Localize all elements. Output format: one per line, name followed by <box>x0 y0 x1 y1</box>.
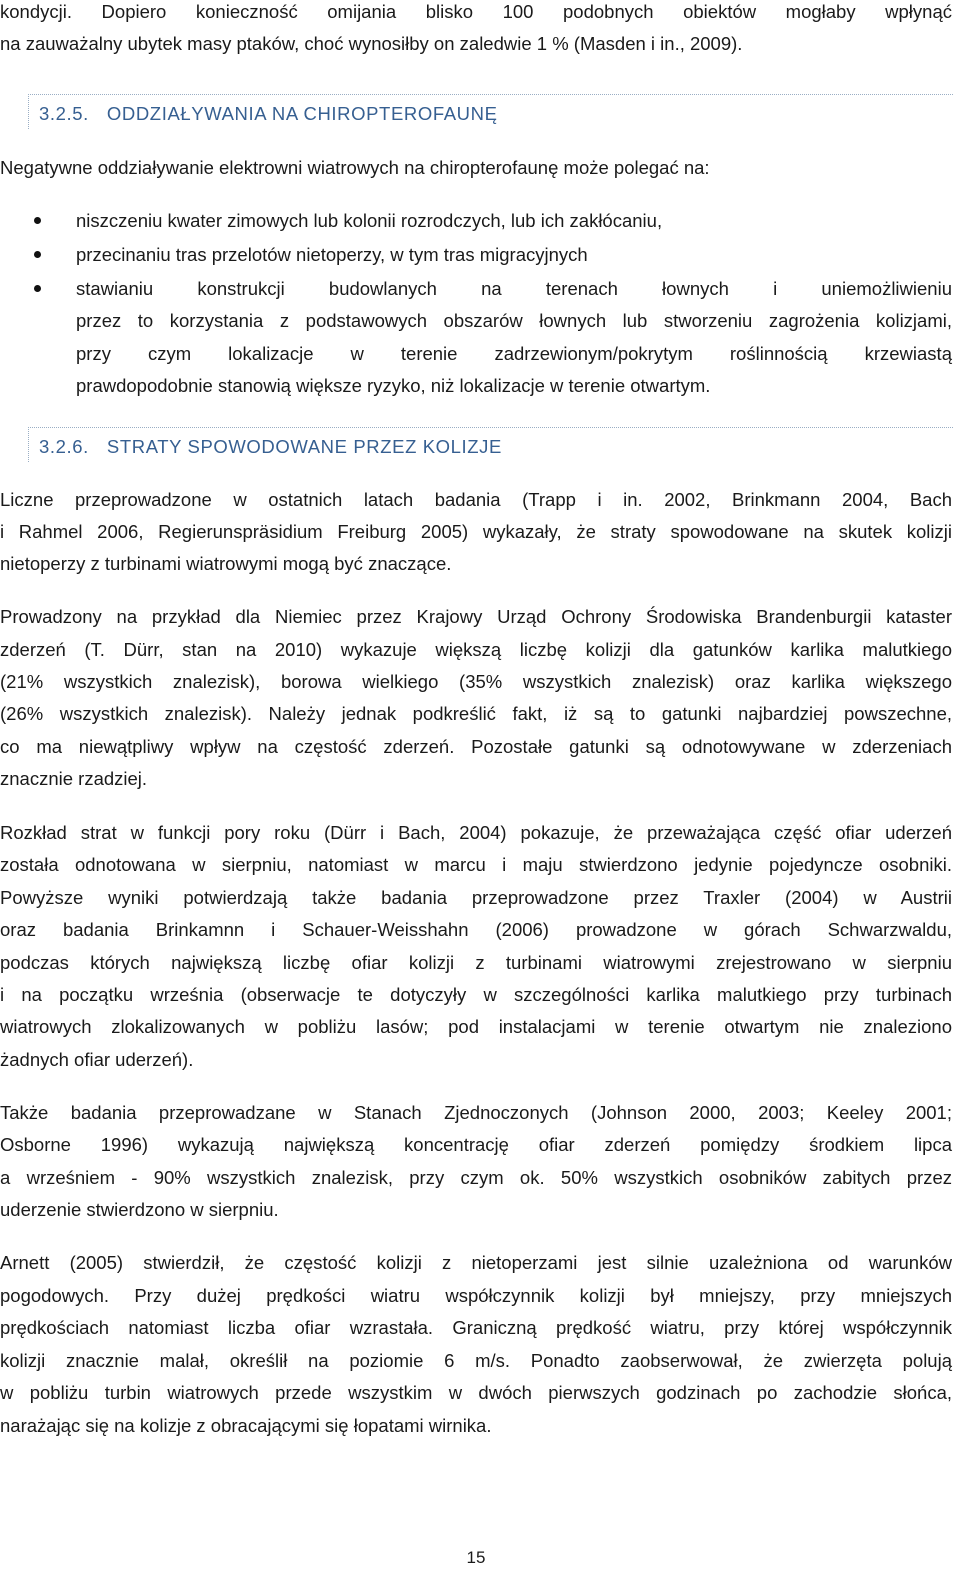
paragraph-line: i na początku września (obserwacje te dotyczyły w szczególności karlika malutkiego przy turbinach <box>0 984 952 1005</box>
section-intro: Negatywne oddziaływanie elektrowni wiatrowych na chiropterofaunę może polegać na: <box>0 157 710 178</box>
paragraph-line: zderzeń (T. Dürr, stan na 2010) wykazuje większą liczbę kolizji dla gatunków karlika malutkiego <box>0 639 952 660</box>
paragraph-line: Także badania przeprowadzane w Stanach Zjednoczonych (Johnson 2000, 2003; Keeley 2001; <box>0 1102 952 1123</box>
section-heading-326 <box>28 427 953 462</box>
list-item-line: przez to korzystania z podstawowych obszarów łownych lub stworzeniu zagrożenia kolizjami, <box>76 310 952 331</box>
body-line: na zauważalny ubytek masy ptaków, choć wynosiłby on zaledwie 1 % (Masden i in., 2009). <box>0 33 743 54</box>
paragraph-line: Prowadzony na przykład dla Niemiec przez Krajowy Urząd Ochrony Środowiska Brandenburgii kataster <box>0 606 952 627</box>
paragraph-line: Powyższe wyniki potwierdzają także badania przeprowadzone przez Traxler (2004) w Austrii <box>0 887 952 908</box>
paragraph-line: i Rahmel 2006, Regierunspräsidium Freiburg 2005) wykazały, że straty spowodowane na skutek kolizji <box>0 521 952 542</box>
body-line: kondycji. Dopiero konieczność omijania blisko 100 podobnych obiektów mogłaby wpłynąć <box>0 1 952 22</box>
paragraph-line: prędkościach natomiast liczba ofiar wzrastała. Graniczną prędkość wiatru, przy której współczynnik <box>0 1317 952 1338</box>
paragraph-line: (21% wszystkich znalezisk), borowa wielkiego (35% wszystkich znalezisk) oraz karlika większego <box>0 671 952 692</box>
paragraph-line: Osborne 1996) wykazują największą koncentrację ofiar zderzeń pomiędzy środkiem lipca <box>0 1134 952 1155</box>
list-item-line: stawianiu konstrukcji budowlanych na terenach łownych i uniemożliwieniu <box>76 278 952 299</box>
section-heading-325 <box>28 94 953 129</box>
paragraph-line: uderzenie stwierdzono w sierpniu. <box>0 1199 279 1220</box>
paragraph-line: pogodowych. Przy dużej prędkości wiatru współczynnik kolizji był mniejszy, przy mniejszych <box>0 1285 952 1306</box>
paragraph-line: nietoperzy z turbinami wiatrowymi mogą być znaczące. <box>0 553 452 574</box>
section-title: STRATY SPOWODOWANE PRZEZ KOLIZJE <box>106 436 502 457</box>
section-number: 3.2.6. <box>39 436 89 457</box>
bullet-dot <box>34 285 41 292</box>
section-title: ODDZIAŁYWANIA NA CHIROPTEROFAUNĘ <box>106 103 498 124</box>
paragraph-line: żadnych ofiar uderzeń). <box>0 1049 194 1070</box>
paragraph-line: kolizji znacznie malał, określił na poziomie 6 m/s. Ponadto zaobserwował, że zwierzęta polują <box>0 1350 952 1371</box>
paragraph-line: Liczne przeprowadzone w ostatnich latach badania (Trapp i in. 2002, Brinkmann 2004, Bach <box>0 489 952 510</box>
list-item-line: przy czym lokalizacje w terenie zadrzewionym/pokrytym roślinnością krzewiastą <box>76 343 952 364</box>
paragraph-line: Arnett (2005) stwierdził, że częstość kolizji z nietoperzami jest silnie uzależniona od warunków <box>0 1252 952 1273</box>
paragraph-line: wiatrowych zlokalizowanych w pobliżu lasów; pod instalacjami w terenie otwartym nie znaleziono <box>0 1016 952 1037</box>
list-item: niszczeniu kwater zimowych lub kolonii rozrodczych, lub ich zakłócaniu, <box>76 210 663 231</box>
paragraph-line: w pobliżu turbin wiatrowych przede wszystkim w dwóch pierwszych godzinach po zachodzie słońca, <box>0 1382 952 1403</box>
list-item-line: prawdopodobnie stanowią większe ryzyko, niż lokalizacje w terenie otwartym. <box>76 375 711 396</box>
paragraph-line: (26% wszystkich znalezisk). Należy jednak podkreślić fakt, iż są to gatunki najbardziej powszechne, <box>0 703 952 724</box>
paragraph-line: podczas których największą liczbę ofiar kolizji z turbinami wiatrowymi zrejestrowano w sierpniu <box>0 952 952 973</box>
list-item: przecinaniu tras przelotów nietoperzy, w tym tras migracyjnych <box>76 244 588 265</box>
section-number: 3.2.5. <box>39 103 89 124</box>
paragraph-line: a wrześniem - 90% wszystkich znalezisk, przy czym ok. 50% wszystkich osobników zabitych przez <box>0 1167 952 1188</box>
bullet-dot <box>34 217 41 224</box>
paragraph-line: narażając się na kolizje z obracającymi się łopatami wirnika. <box>0 1415 492 1436</box>
paragraph-line: została odnotowana w sierpniu, natomiast w marcu i maju stwierdzono jedynie pojedyncze osobniki. <box>0 854 952 875</box>
paragraph-line: oraz badania Brinkamnn i Schauer-Weisshahn (2006) prowadzone w górach Schwarzwaldu, <box>0 919 952 940</box>
paragraph-line: Rozkład strat w funkcji pory roku (Dürr i Bach, 2004) pokazuje, że przeważająca część ofiar uderzeń <box>0 822 952 843</box>
paragraph-line: co ma niewątpliwy wpływ na częstość zderzeń. Pozostałe gatunki są odnotowywane w zderzeniach <box>0 736 952 757</box>
paragraph-line: znacznie rzadziej. <box>0 768 148 789</box>
bullet-dot <box>34 251 41 258</box>
page-number: 15 <box>466 1548 486 1567</box>
